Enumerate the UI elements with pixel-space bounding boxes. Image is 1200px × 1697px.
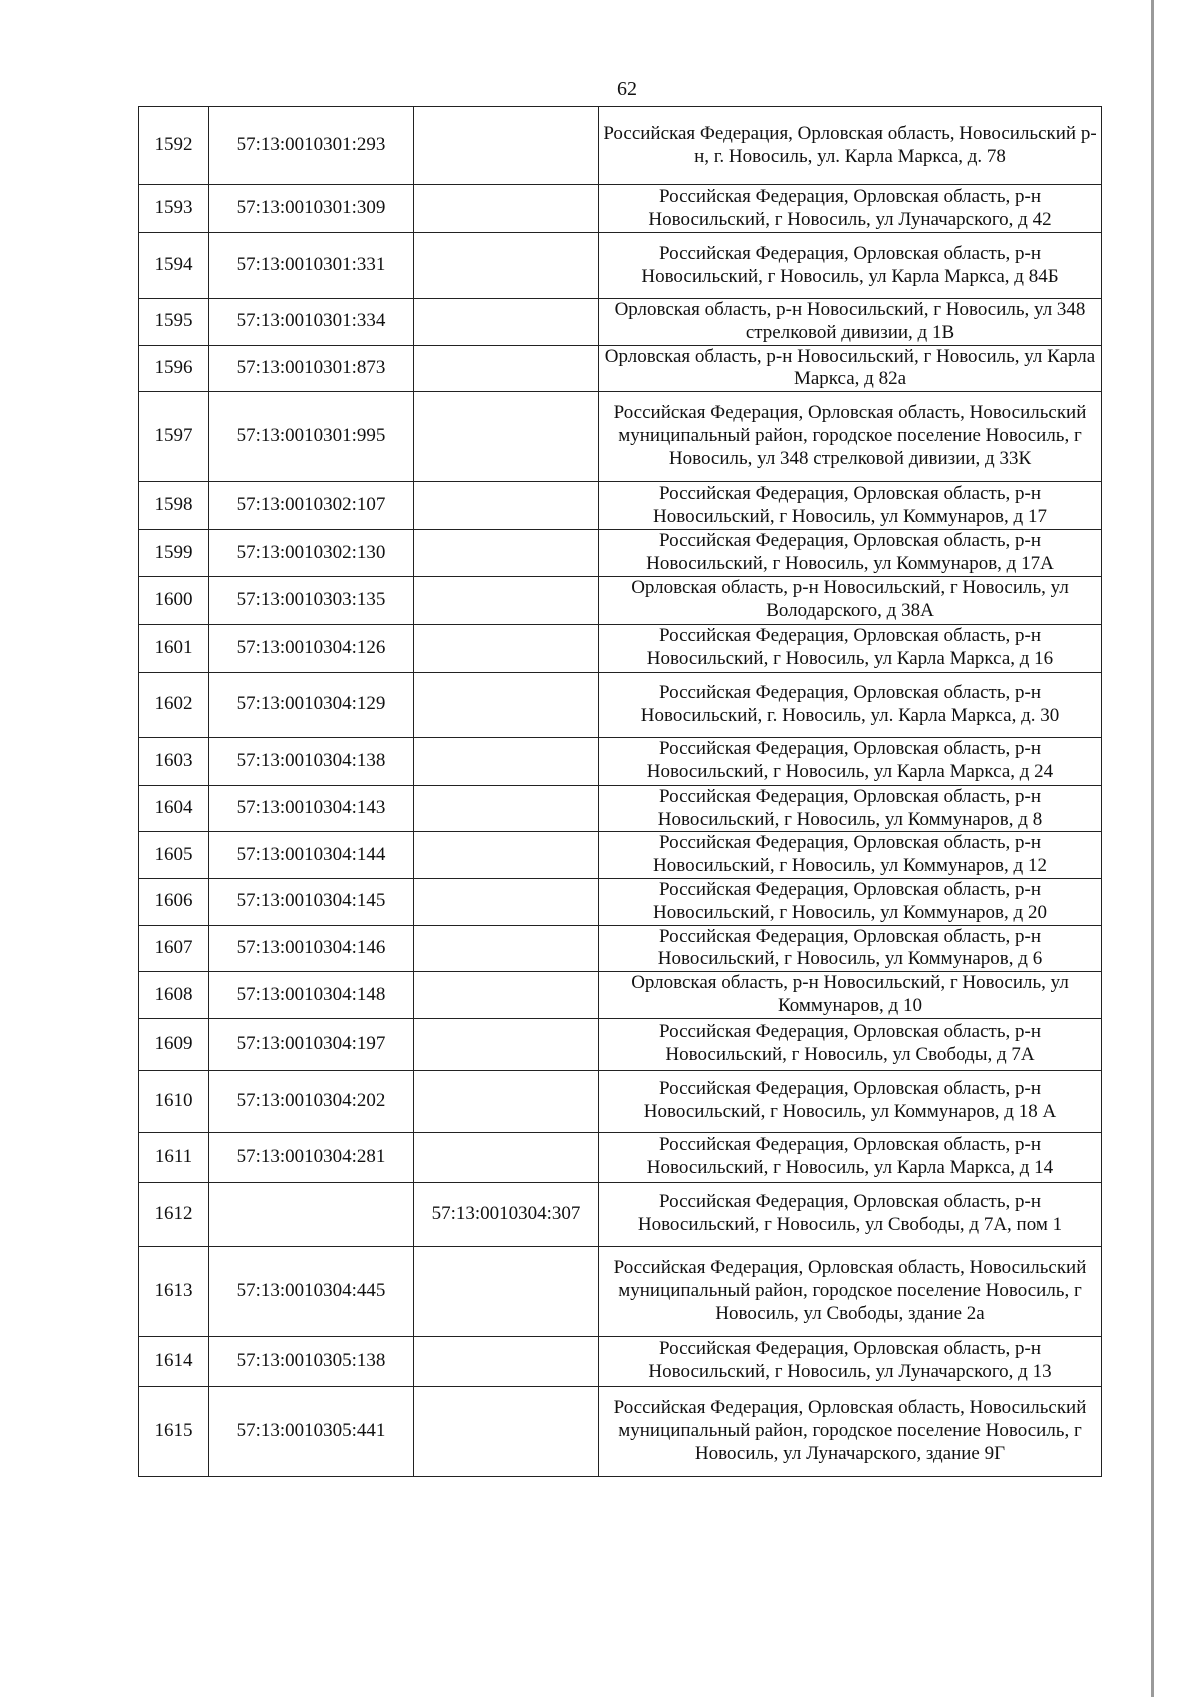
table-row bbox=[139, 925, 1102, 972]
room-cadastral-number-cell bbox=[414, 185, 599, 233]
row-number-cell: 1606 bbox=[139, 878, 209, 925]
address-cell: Российская Федерация, Орловская область, Новосильский муниципальный район, городское поселение Новосиль, г Новосиль, ул Свободы, здание 2а bbox=[599, 1246, 1102, 1336]
address-cell: Российская Федерация, Орловская область, р-н Новосильский, г. Новосиль, ул. Карла Маркса, д. 30 bbox=[599, 672, 1102, 737]
table-row bbox=[139, 672, 1102, 737]
room-cadastral-number-cell bbox=[414, 233, 599, 299]
cadastral-number-cell: 57:13:0010301:331 bbox=[209, 233, 414, 299]
room-cadastral-number-cell bbox=[414, 530, 599, 577]
table-row bbox=[139, 1070, 1102, 1132]
room-cadastral-number-cell bbox=[414, 1246, 599, 1336]
room-cadastral-number-cell bbox=[414, 1070, 599, 1132]
row-number-cell: 1605 bbox=[139, 832, 209, 879]
row-number-cell: 1604 bbox=[139, 785, 209, 832]
row-number-cell: 1602 bbox=[139, 672, 209, 737]
address-cell: Российская Федерация, Орловская область, р-н Новосильский, г Новосиль, ул Коммунаров, д 20 bbox=[599, 878, 1102, 925]
row-number-cell: 1607 bbox=[139, 925, 209, 972]
cadastral-number-cell: 57:13:0010303:135 bbox=[209, 576, 414, 624]
cadastral-number-cell: 57:13:0010305:138 bbox=[209, 1336, 414, 1386]
row-number-cell: 1603 bbox=[139, 737, 209, 785]
address-cell: Российская Федерация, Орловская область, р-н Новосильский, г Новосиль, ул Карла Маркса, д 84Б bbox=[599, 233, 1102, 299]
row-number-cell: 1615 bbox=[139, 1386, 209, 1476]
address-cell: Российская Федерация, Орловская область, р-н Новосильский, г Новосиль, ул Луначарского, д 42 bbox=[599, 185, 1102, 233]
row-number-cell: 1601 bbox=[139, 624, 209, 672]
table-row bbox=[139, 233, 1102, 299]
room-cadastral-number-cell bbox=[414, 624, 599, 672]
address-cell: Российская Федерация, Орловская область, р-н Новосильский, г Новосиль, ул Коммунаров, д 12 bbox=[599, 832, 1102, 879]
cadastral-number-cell: 57:13:0010304:126 bbox=[209, 624, 414, 672]
room-cadastral-number-cell bbox=[414, 1018, 599, 1070]
property-table-body bbox=[139, 107, 1102, 1477]
cadastral-number-cell: 57:13:0010304:144 bbox=[209, 832, 414, 879]
table-row bbox=[139, 624, 1102, 672]
cadastral-number-cell: 57:13:0010301:293 bbox=[209, 107, 414, 185]
room-cadastral-number-cell bbox=[414, 1336, 599, 1386]
cadastral-number-cell: 57:13:0010302:107 bbox=[209, 482, 414, 530]
address-cell: Орловская область, р-н Новосильский, г Новосиль, ул Володарского, д 38А bbox=[599, 576, 1102, 624]
table-row bbox=[139, 878, 1102, 925]
row-number-cell: 1611 bbox=[139, 1132, 209, 1182]
row-number-cell: 1597 bbox=[139, 392, 209, 482]
cadastral-number-cell: 57:13:0010304:445 bbox=[209, 1246, 414, 1336]
row-number-cell: 1598 bbox=[139, 482, 209, 530]
table-row bbox=[139, 1182, 1102, 1246]
page-number: 62 bbox=[617, 78, 637, 100]
table-row bbox=[139, 1018, 1102, 1070]
room-cadastral-number-cell bbox=[414, 737, 599, 785]
cadastral-number-cell: 57:13:0010301:995 bbox=[209, 392, 414, 482]
address-cell: Российская Федерация, Орловская область, Новосильский муниципальный район, городское поселение Новосиль, г Новосиль, ул Луначарского, здание 9Г bbox=[599, 1386, 1102, 1476]
row-number-cell: 1614 bbox=[139, 1336, 209, 1386]
cadastral-number-cell: 57:13:0010304:148 bbox=[209, 972, 414, 1019]
address-cell: Российская Федерация, Орловская область, р-н Новосильский, г Новосиль, ул Карла Маркса, д 14 bbox=[599, 1132, 1102, 1182]
table-row bbox=[139, 530, 1102, 577]
cadastral-number-cell: 57:13:0010305:441 bbox=[209, 1386, 414, 1476]
address-cell: Орловская область, р-н Новосильский, г Новосиль, ул Карла Маркса, д 82а bbox=[599, 345, 1102, 392]
table-row bbox=[139, 785, 1102, 832]
room-cadastral-number-cell bbox=[414, 299, 599, 346]
table-row bbox=[139, 185, 1102, 233]
address-cell: Российская Федерация, Орловская область, р-н Новосильский, г Новосиль, ул Коммунаров, д 17А bbox=[599, 530, 1102, 577]
row-number-cell: 1595 bbox=[139, 299, 209, 346]
table-row bbox=[139, 345, 1102, 392]
cadastral-number-cell: 57:13:0010304:202 bbox=[209, 1070, 414, 1132]
room-cadastral-number-cell bbox=[414, 878, 599, 925]
cadastral-number-cell: 57:13:0010304:197 bbox=[209, 1018, 414, 1070]
table-row bbox=[139, 576, 1102, 624]
table-row bbox=[139, 972, 1102, 1019]
property-table bbox=[138, 106, 1102, 1477]
cadastral-number-cell: 57:13:0010304:281 bbox=[209, 1132, 414, 1182]
row-number-cell: 1612 bbox=[139, 1182, 209, 1246]
room-cadastral-number-cell bbox=[414, 482, 599, 530]
address-cell: Орловская область, р-н Новосильский, г Новосиль, ул 348 стрелковой дивизии, д 1В bbox=[599, 299, 1102, 346]
cadastral-number-cell: 57:13:0010302:130 bbox=[209, 530, 414, 577]
table-row bbox=[139, 1132, 1102, 1182]
address-cell: Российская Федерация, Орловская область, р-н Новосильский, г Новосиль, ул Свободы, д 7А, пом 1 bbox=[599, 1182, 1102, 1246]
table-row bbox=[139, 832, 1102, 879]
table-row bbox=[139, 482, 1102, 530]
room-cadastral-number-cell bbox=[414, 832, 599, 879]
row-number-cell: 1594 bbox=[139, 233, 209, 299]
address-cell: Орловская область, р-н Новосильский, г Новосиль, ул Коммунаров, д 10 bbox=[599, 972, 1102, 1019]
table-row bbox=[139, 1336, 1102, 1386]
address-cell: Российская Федерация, Орловская область, Новосильский муниципальный район, городское поселение Новосиль, г Новосиль, ул 348 стрелковой дивизии, д 33К bbox=[599, 392, 1102, 482]
cadastral-number-cell: 57:13:0010304:143 bbox=[209, 785, 414, 832]
scan-edge-line bbox=[1151, 0, 1154, 1697]
row-number-cell: 1613 bbox=[139, 1246, 209, 1336]
cadastral-number-cell: 57:13:0010304:129 bbox=[209, 672, 414, 737]
table-row bbox=[139, 392, 1102, 482]
room-cadastral-number-cell bbox=[414, 785, 599, 832]
address-cell: Российская Федерация, Орловская область, р-н Новосильский, г Новосиль, ул Свободы, д 7А bbox=[599, 1018, 1102, 1070]
room-cadastral-number-cell: 57:13:0010304:307 bbox=[414, 1182, 599, 1246]
room-cadastral-number-cell bbox=[414, 925, 599, 972]
room-cadastral-number-cell bbox=[414, 576, 599, 624]
room-cadastral-number-cell bbox=[414, 345, 599, 392]
cadastral-number-cell: 57:13:0010301:334 bbox=[209, 299, 414, 346]
row-number-cell: 1609 bbox=[139, 1018, 209, 1070]
cadastral-number-cell: 57:13:0010304:145 bbox=[209, 878, 414, 925]
table-row bbox=[139, 1386, 1102, 1476]
table-row bbox=[139, 1246, 1102, 1336]
address-cell: Российская Федерация, Орловская область, Новосильский р-н, г. Новосиль, ул. Карла Маркса, д. 78 bbox=[599, 107, 1102, 185]
room-cadastral-number-cell bbox=[414, 392, 599, 482]
row-number-cell: 1610 bbox=[139, 1070, 209, 1132]
row-number-cell: 1608 bbox=[139, 972, 209, 1019]
cadastral-number-cell: 57:13:0010301:873 bbox=[209, 345, 414, 392]
address-cell: Российская Федерация, Орловская область, р-н Новосильский, г Новосиль, ул Карла Маркса, д 24 bbox=[599, 737, 1102, 785]
address-cell: Российская Федерация, Орловская область, р-н Новосильский, г Новосиль, ул Карла Маркса, д 16 bbox=[599, 624, 1102, 672]
address-cell: Российская Федерация, Орловская область, р-н Новосильский, г Новосиль, ул Коммунаров, д 17 bbox=[599, 482, 1102, 530]
row-number-cell: 1596 bbox=[139, 345, 209, 392]
table-row bbox=[139, 737, 1102, 785]
address-cell: Российская Федерация, Орловская область, р-н Новосильский, г Новосиль, ул Луначарского, д 13 bbox=[599, 1336, 1102, 1386]
cadastral-number-cell bbox=[209, 1182, 414, 1246]
room-cadastral-number-cell bbox=[414, 1132, 599, 1182]
row-number-cell: 1593 bbox=[139, 185, 209, 233]
cadastral-number-cell: 57:13:0010304:138 bbox=[209, 737, 414, 785]
room-cadastral-number-cell bbox=[414, 107, 599, 185]
table-row bbox=[139, 299, 1102, 346]
cadastral-number-cell: 57:13:0010301:309 bbox=[209, 185, 414, 233]
cadastral-number-cell: 57:13:0010304:146 bbox=[209, 925, 414, 972]
room-cadastral-number-cell bbox=[414, 1386, 599, 1476]
table-row bbox=[139, 107, 1102, 185]
address-cell: Российская Федерация, Орловская область, р-н Новосильский, г Новосиль, ул Коммунаров, д 18 А bbox=[599, 1070, 1102, 1132]
row-number-cell: 1600 bbox=[139, 576, 209, 624]
row-number-cell: 1592 bbox=[139, 107, 209, 185]
room-cadastral-number-cell bbox=[414, 672, 599, 737]
room-cadastral-number-cell bbox=[414, 972, 599, 1019]
address-cell: Российская Федерация, Орловская область, р-н Новосильский, г Новосиль, ул Коммунаров, д 6 bbox=[599, 925, 1102, 972]
address-cell: Российская Федерация, Орловская область, р-н Новосильский, г Новосиль, ул Коммунаров, д 8 bbox=[599, 785, 1102, 832]
row-number-cell: 1599 bbox=[139, 530, 209, 577]
